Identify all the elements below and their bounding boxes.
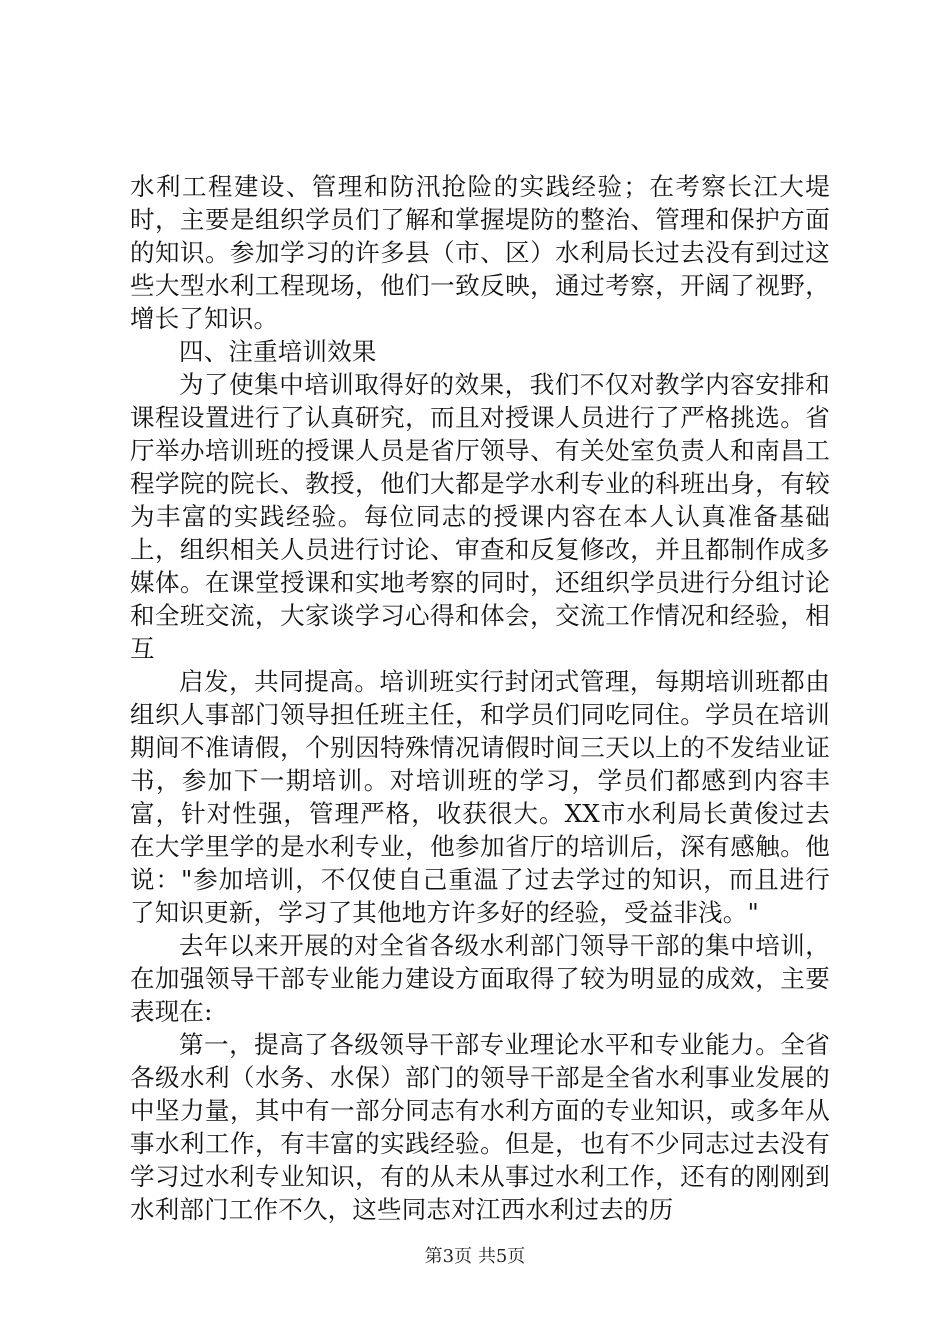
page-footer bbox=[0, 1245, 950, 1269]
paragraph-3: 启发，共同提高。培训班实行封闭式管理，每期培训班都由组织人事部门领导担任班主任，和学员们同吃同住。学员在培训期间不准请假，个别因特殊情况请假时间三天以上的不发结业证书，参加下一期培训。对培训班的学习，学员们都感到内容丰富，针对性强，管理严格，收获很大。XX市水利局长黄俊过去在大学里学的是水利专业，他参加省厅的培训后，深有感触。他说："参加培训，不仅使自己重温了过去学过的知识，而且进行了知识更新，学习了其他地方许多好的经验，受益非浅。" bbox=[130, 667, 830, 927]
paragraph-2: 为了使集中培训取得好的效果，我们不仅对教学内容安排和课程设置进行了认真研究，而且对授课人员进行了严格挑选。省厅举办培训班的授课人员是省厅领导、有关处室负责人和南昌工程学院的院长、教授，他们大都是学水利专业的科班出身，有较为丰富的实践经验。每位同志的授课内容在本人认真准备基础上，组织相关人员进行讨论、审查和反复修改，并且都制作成多媒体。在课堂授课和实地考察的同时，还组织学员进行分组讨论和全班交流，大家谈学习心得和体会，交流工作情况和经验，相互 bbox=[130, 370, 830, 663]
paragraph-4: 去年以来开展的对全省各级水利部门领导干部的集中培训，在加强领导干部专业能力建设方面取得了较为明显的成效，主要表现在: bbox=[130, 931, 830, 1026]
document-body bbox=[130, 170, 830, 1226]
section-heading: 四、注重培训效果 bbox=[179, 337, 377, 366]
paragraph-1: 水利工程建设、管理和防汛抢险的实践经验；在考察长江大堤时，主要是组织学员们了解和掌握堤防的整治、管理和保护方面的知识。参加学习的许多县（市、区）水利局长过去没有到过这些大型水利工程现场，他们一致反映，通过考察，开阔了视野，增长了知识。 bbox=[130, 172, 830, 333]
paragraph-5: 第一，提高了各级领导干部专业理论水平和专业能力。全省各级水利（水务、水保）部门的领导干部是全省水利事业发展的中坚力量，其中有一部分同志有水利方面的专业知识，或多年从事水利工作，有丰富的实践经验。但是，也有不少同志过去没有学习过水利专业知识，有的从未从事过水利工作，还有的刚刚到水利部门工作不久，这些同志对江西水利过去的历 bbox=[130, 1030, 830, 1224]
page-number: 第3页 共5页 bbox=[424, 1246, 526, 1267]
